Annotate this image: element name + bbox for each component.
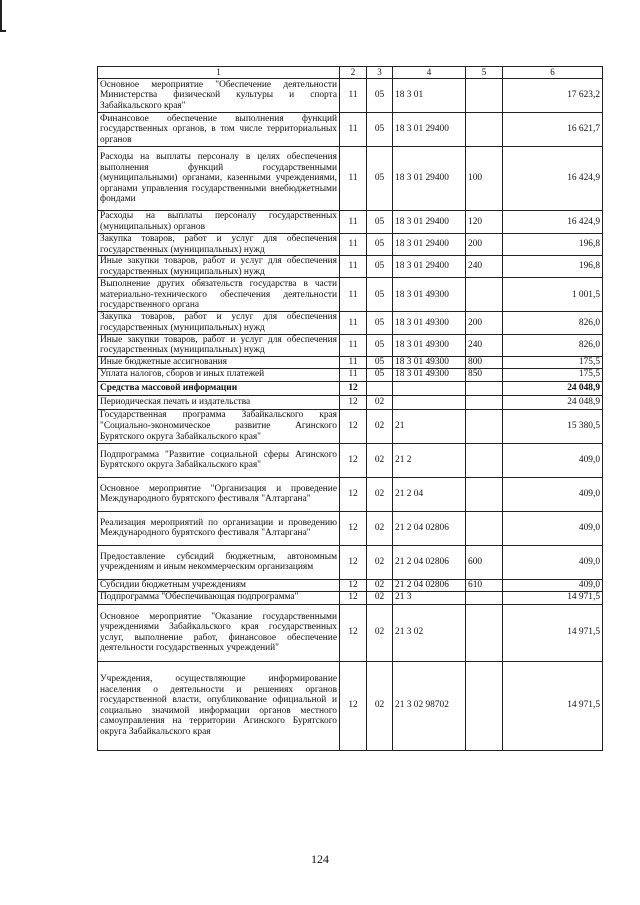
table-row: [98, 368, 603, 381]
cell-expense-type: [466, 395, 503, 409]
cell-name: Иные бюджетные ассигнования: [98, 356, 340, 368]
cell-name: Основное мероприятие "Обеспечение деятельности Министерства физической культуры и спорта Забайкальского края": [98, 79, 340, 113]
cell-subsection: 02: [367, 477, 393, 511]
cell-expense-type: 120: [466, 211, 503, 234]
cell-amount: 14 971,5: [503, 591, 603, 604]
cell-section: 11: [340, 356, 367, 368]
column-header-subsection: 3: [367, 67, 393, 79]
cell-code: 21 2 04 02806: [393, 579, 466, 591]
cell-code: 18 3 01 49300: [393, 356, 466, 368]
cell-subsection: 05: [367, 356, 393, 368]
column-header-amount: 6: [503, 67, 603, 79]
cell-name: Расходы на выплаты персоналу государственных (муниципальных) органов: [98, 211, 340, 234]
cell-amount: 409,0: [503, 477, 603, 511]
cell-expense-type: 850: [466, 368, 503, 381]
cell-amount: 17 623,2: [503, 79, 603, 113]
cell-amount: 14 971,5: [503, 604, 603, 661]
cell-name: Закупка товаров, работ и услуг для обеспечения государственных (муниципальных) нужд: [98, 312, 340, 334]
cell-subsection: 05: [367, 334, 393, 356]
cell-expense-type: [466, 511, 503, 545]
table-row: [98, 312, 603, 334]
cell-code: 21 2 04 02806: [393, 511, 466, 545]
cell-subsection: 02: [367, 604, 393, 661]
cell-subsection: 02: [367, 511, 393, 545]
cell-code: [393, 395, 466, 409]
cell-section: 11: [340, 278, 367, 312]
cell-amount: 409,0: [503, 443, 603, 477]
cell-section: 12: [340, 511, 367, 545]
cell-expense-type: [466, 381, 503, 395]
cell-expense-type: [466, 79, 503, 113]
cell-code: 18 3 01 29400: [393, 113, 466, 147]
cell-subsection: 05: [367, 368, 393, 381]
cell-code: 21 2 04 02806: [393, 545, 466, 579]
table-row: [98, 256, 603, 278]
cell-subsection: 05: [367, 256, 393, 278]
table-row: [98, 511, 603, 545]
cell-subsection: 05: [367, 79, 393, 113]
cell-section: 11: [340, 113, 367, 147]
cell-expense-type: [466, 477, 503, 511]
cell-subsection: 02: [367, 395, 393, 409]
cell-section: 12: [340, 604, 367, 661]
table-row: [98, 395, 603, 409]
cell-name: Иные закупки товаров, работ и услуг для обеспечения государственных (муниципальных) нужд: [98, 256, 340, 278]
cell-subsection: 02: [367, 579, 393, 591]
cell-expense-type: 600: [466, 545, 503, 579]
page-number: 124: [311, 852, 329, 866]
cell-subsection: 02: [367, 591, 393, 604]
cell-code: 21 2 04: [393, 477, 466, 511]
cell-code: 18 3 01 29400: [393, 256, 466, 278]
cell-name: Реализация мероприятий по организации и проведению Международного бурятского фестиваля "Алтаргана": [98, 511, 340, 545]
cell-name: Учреждения, осуществляющие информирование населения о деятельности и решениях органов государственной власти, опубликование официальной и социально значимой информации органов местного самоуправления на территории Агинского Бурятского округа Забайкальского края: [98, 661, 340, 750]
table-row: [98, 113, 603, 147]
budget-table: [97, 66, 603, 751]
table-row: [98, 579, 603, 591]
cell-code: 18 3 01 49300: [393, 334, 466, 356]
cell-subsection: 02: [367, 443, 393, 477]
cell-subsection: 02: [367, 545, 393, 579]
cell-code: 21 3: [393, 591, 466, 604]
cell-section: 11: [340, 147, 367, 211]
cell-code: 21: [393, 409, 466, 443]
cell-name: Государственная программа Забайкальского края "Социально-экономическое развитие Агинского Бурятского округа Забайкальского края": [98, 409, 340, 443]
scan-edge-mark: [0, 0, 6, 32]
table-row: [98, 79, 603, 113]
cell-name: Закупка товаров, работ и услуг для обеспечения государственных (муниципальных) нужд: [98, 234, 340, 256]
cell-section: 12: [340, 409, 367, 443]
cell-section: 11: [340, 234, 367, 256]
table-row: [98, 604, 603, 661]
cell-name: Основное мероприятие "Оказание государственными учреждениями Забайкальского края государственных услуг, выполнение работ, финансовое обеспечение деятельности государственных учреждений": [98, 604, 340, 661]
cell-expense-type: 240: [466, 256, 503, 278]
cell-expense-type: 100: [466, 147, 503, 211]
cell-name: Уплата налогов, сборов и иных платежей: [98, 368, 340, 381]
cell-expense-type: [466, 661, 503, 750]
table-row: [98, 591, 603, 604]
cell-name: Предоставление субсидий бюджетным, автономным учреждениям и иным некоммерческим организациям: [98, 545, 340, 579]
cell-expense-type: 610: [466, 579, 503, 591]
cell-expense-type: [466, 113, 503, 147]
cell-name: Финансовое обеспечение выполнения функций государственных органов, в том числе территориальных органов: [98, 113, 340, 147]
column-header-expense-type: 5: [466, 67, 503, 79]
table-row: [98, 661, 603, 750]
cell-code: [393, 381, 466, 395]
cell-name: Основное мероприятие "Организация и проведение Международного бурятского фестиваля "Алтаргана": [98, 477, 340, 511]
cell-section: 11: [340, 312, 367, 334]
cell-expense-type: [466, 409, 503, 443]
column-header-code: 4: [393, 67, 466, 79]
column-header-section: 2: [340, 67, 367, 79]
cell-code: 18 3 01 29400: [393, 211, 466, 234]
table-row: [98, 477, 603, 511]
cell-amount: 409,0: [503, 545, 603, 579]
cell-subsection: 05: [367, 113, 393, 147]
cell-name: Иные закупки товаров, работ и услуг для обеспечения государственных (муниципальных) нужд: [98, 334, 340, 356]
cell-expense-type: 800: [466, 356, 503, 368]
cell-expense-type: [466, 604, 503, 661]
cell-name: Субсидии бюджетным учреждениям: [98, 579, 340, 591]
cell-amount: 826,0: [503, 334, 603, 356]
table-row: [98, 334, 603, 356]
cell-subsection: 05: [367, 147, 393, 211]
cell-name: Выполнение других обязательств государства в части материально-технического обеспечения деятельности государственного органа: [98, 278, 340, 312]
cell-amount: 196,8: [503, 256, 603, 278]
cell-section: 12: [340, 661, 367, 750]
cell-amount: 15 380,5: [503, 409, 603, 443]
cell-amount: 175,5: [503, 368, 603, 381]
cell-code: 18 3 01: [393, 79, 466, 113]
cell-expense-type: [466, 278, 503, 312]
cell-expense-type: [466, 591, 503, 604]
cell-code: 18 3 01 29400: [393, 234, 466, 256]
table-row: [98, 234, 603, 256]
cell-code: 18 3 01 49300: [393, 368, 466, 381]
cell-code: 21 3 02 98702: [393, 661, 466, 750]
table-row: [98, 443, 603, 477]
cell-amount: 16 424,9: [503, 147, 603, 211]
cell-expense-type: 240: [466, 334, 503, 356]
cell-amount: 175,5: [503, 356, 603, 368]
cell-code: 18 3 01 49300: [393, 312, 466, 334]
table-row: [98, 409, 603, 443]
table-row: [98, 545, 603, 579]
cell-name: Расходы на выплаты персоналу в целях обеспечения выполнения функций государственными (муниципальными) органами, казенными учреждениями, органами управления государственными внебюджетными фондами: [98, 147, 340, 211]
cell-amount: 14 971,5: [503, 661, 603, 750]
cell-expense-type: [466, 443, 503, 477]
cell-name: Средства массовой информации: [98, 381, 340, 395]
cell-subsection: 05: [367, 211, 393, 234]
table-row: [98, 356, 603, 368]
cell-expense-type: 200: [466, 234, 503, 256]
cell-subsection: 05: [367, 278, 393, 312]
table-header-row: [98, 67, 603, 79]
cell-amount: 16 424,9: [503, 211, 603, 234]
table-row: [98, 147, 603, 211]
cell-section: 12: [340, 395, 367, 409]
cell-subsection: 05: [367, 234, 393, 256]
cell-amount: 24 048,9: [503, 381, 603, 395]
cell-amount: 16 621,7: [503, 113, 603, 147]
cell-amount: 409,0: [503, 511, 603, 545]
cell-code: 18 3 01 49300: [393, 278, 466, 312]
cell-subsection: 05: [367, 312, 393, 334]
table-row: [98, 278, 603, 312]
table-row: [98, 381, 603, 395]
cell-section: 12: [340, 443, 367, 477]
cell-amount: 826,0: [503, 312, 603, 334]
cell-section: 11: [340, 256, 367, 278]
cell-section: 12: [340, 477, 367, 511]
cell-section: 12: [340, 545, 367, 579]
cell-code: 21 3 02: [393, 604, 466, 661]
cell-section: 12: [340, 579, 367, 591]
cell-name: Подпрограмма "Обеспечивающая подпрограмма": [98, 591, 340, 604]
cell-name: Подпрограмма "Развитие социальной сферы Агинского Бурятского округа Забайкальского края": [98, 443, 340, 477]
cell-amount: 24 048,9: [503, 395, 603, 409]
cell-section: 11: [340, 211, 367, 234]
cell-name: Периодическая печать и издательства: [98, 395, 340, 409]
cell-subsection: [367, 381, 393, 395]
cell-amount: 196,8: [503, 234, 603, 256]
cell-section: 11: [340, 368, 367, 381]
cell-code: 21 2: [393, 443, 466, 477]
cell-section: 12: [340, 381, 367, 395]
cell-subsection: 02: [367, 661, 393, 750]
cell-amount: 409,0: [503, 579, 603, 591]
cell-section: 12: [340, 591, 367, 604]
table-row: [98, 211, 603, 234]
cell-section: 11: [340, 334, 367, 356]
cell-subsection: 02: [367, 409, 393, 443]
cell-amount: 1 001,5: [503, 278, 603, 312]
cell-expense-type: 200: [466, 312, 503, 334]
cell-section: 11: [340, 79, 367, 113]
column-header-name: 1: [98, 67, 340, 79]
cell-code: 18 3 01 29400: [393, 147, 466, 211]
table-body: [98, 79, 603, 751]
